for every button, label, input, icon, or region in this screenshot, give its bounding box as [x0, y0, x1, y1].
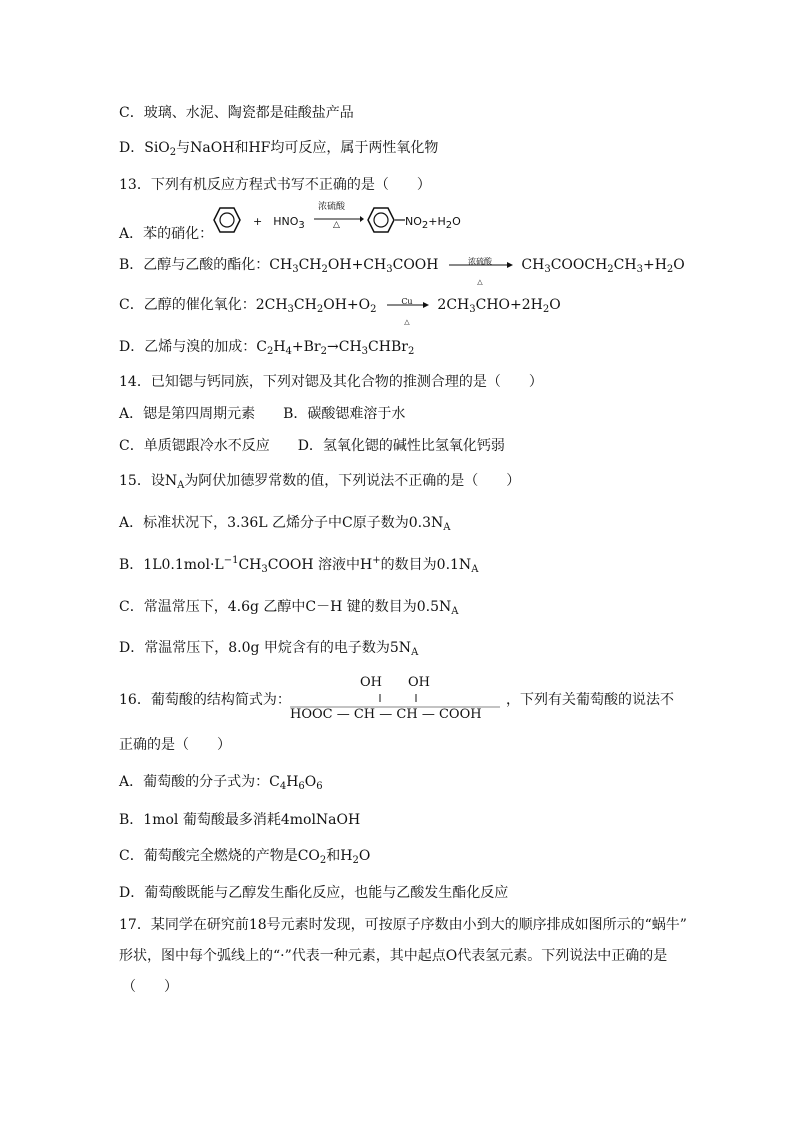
option-13d: D．乙烯与溴的加成：$C_2H_4+Br_2\to CH_3CHBr_2$ [119, 339, 415, 357]
option-15a: A．标准状况下，3.36L 乙烯分子中C原子数为$0.3N_A$ [119, 515, 451, 533]
structure-backbone: HOOC — CH — CH — COOH [290, 707, 482, 722]
options-14cd: C．单质锶跟冷水不反应 D．氢氧化锶的碱性比氢氧化钙弱 [119, 438, 505, 454]
option-15c: C．常温常压下，4.6g 乙醇中C－H 键的数目为$0.5N_A$ [119, 599, 459, 617]
question-13: 13．下列有机反应方程式书写不正确的是（ ） [119, 177, 431, 193]
benzene-ring-icon [366, 206, 396, 234]
option-15b: B．$1L0.1mol\cdot L^{-1}CH_3COOH$ 溶液中H+的数目为$0.1N_A$ [119, 555, 479, 575]
reaction-arrow-icon: 浓硫酸 △ [447, 261, 513, 269]
option-12d: D．SiO$_2$与NaOH和HF均可反应，属于两性氧化物 [119, 140, 439, 158]
option-13a: A．苯的硝化： [119, 226, 214, 242]
structure-baseline [290, 706, 500, 708]
question-17-line1: 17．某同学在研究前18号元素时发现，可按原子序数由小到大的顺序排成如图所示的“蜗牛” [119, 917, 687, 933]
option-16a: A．葡萄酸的分子式为：$C_4H_6O_6$ [119, 774, 323, 792]
question-16: 16．葡萄酸的结构简式为： [119, 692, 291, 708]
structure-bonds [374, 692, 424, 704]
option-16b: B．1mol 葡萄酸最多消耗4molNaOH [119, 812, 361, 828]
question-16-cont: 正确的是（ ） [119, 737, 231, 753]
option-16c: C．葡萄酸完全燃烧的产物是$CO_2$和$H_2O$ [119, 848, 371, 866]
arrow-condition-bottom: △ [333, 220, 340, 230]
options-14ab: A．锶是第四周期元素 B．碳酸锶难溶于水 [119, 406, 406, 422]
question-15: 15．设$N_A$为阿伏加德罗常数的值，下列说法不正确的是（ ） [119, 473, 521, 491]
reaction-arrow-icon: Cu △ [385, 301, 429, 309]
nitric-acid-term: + $HNO_3$ [253, 215, 305, 231]
option-12c: C．玻璃、水泥、陶瓷都是硅酸盐产品 [119, 105, 354, 121]
option-13c: C．乙醇的催化氧化：$2CH_3CH_2OH+O_2$ Cu △ $2CH_3CHO+2H_2O$ [119, 297, 561, 326]
nitrobenzene-product: $NO_2+H_2O$ [405, 215, 461, 231]
option-15d: D．常温常压下，8.0g 甲烷含有的电子数为$5N_A$ [119, 640, 419, 658]
structure-oh-groups: OH OH [360, 675, 430, 690]
question-17-line2: 形状，图中每个弧线上的“·”代表一种元素，其中起点O代表氢元素。下列说法中正确的是 [119, 948, 668, 964]
question-16-tail: ，下列有关葡萄酸的说法不 [506, 692, 674, 708]
option-13b: B．乙醇与乙酸的酯化：$CH_3CH_2OH+CH_3COOH$ 浓硫酸 △ $CH_3COOCH_2CH_3+H_2O$ [119, 257, 685, 286]
question-17-line3: （ ） [122, 979, 178, 995]
arrow-condition-top: 浓硫酸 [318, 202, 346, 212]
benzene-ring-icon [212, 206, 242, 234]
question-14: 14．已知锶与钙同族，下列对锶及其化合物的推测合理的是（ ） [119, 374, 543, 390]
bond-line [395, 219, 405, 221]
option-16d: D．葡萄酸既能与乙醇发生酯化反应，也能与乙酸发生酯化反应 [119, 885, 509, 901]
